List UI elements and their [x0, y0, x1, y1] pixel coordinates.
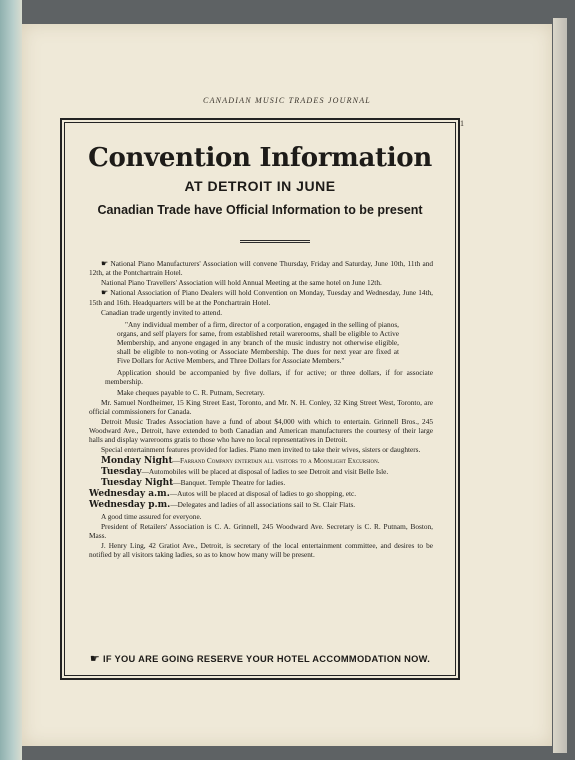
notice-frame: [60, 118, 460, 680]
running-title: CANADIAN MUSIC TRADES JOURNAL: [203, 96, 371, 105]
schedule-item: Tuesday Night—Banquet. Temple Theatre for ladies.: [101, 478, 286, 488]
schedule-item: Wednesday a.m.—Autos will be placed at disposal of ladies to go shopping, etc.: [89, 489, 357, 500]
paragraph: National Piano Travellers' Association will hold Annual Meeting at the same hotel on June 12th.: [101, 278, 382, 288]
paragraph: Make cheques payable to C. R. Putnam, Secretary.: [117, 387, 265, 397]
pointing-hand-icon: ☛: [89, 652, 101, 665]
page-stack-edge: [553, 18, 567, 753]
paragraph: Application should be accompanied by five dollars, if for active; or three dollars, if for associate membership.: [105, 368, 433, 387]
pointing-hand-icon: ☛: [101, 288, 109, 298]
page-number: 1: [460, 119, 464, 128]
book-binding: [0, 0, 22, 760]
paragraph: J. Henry Ling, 42 Gratiot Ave., Detroit, is secretary of the local entertainment committee, and desires to be notified by all visitors taking ladies, so as to know how many will be present.: [89, 541, 433, 560]
paragraph: ☛ National Piano Manufacturers' Association will convene Thursday, Friday and Saturday, June 10th, 11th and 12th, at the Pontchartrain Hotel.: [89, 259, 433, 278]
membership-quote: "Any individual member of a firm, director of a corporation, engaged in the selling of pianos, organs, and self players for same, from established retail warerooms, shall be eligible to Active Membership, and anyone engaged in any branch of the music industry not otherwise eligible, shall be eligible to non-voting or Associate Membership. The dues for next year are fixed at Five Dollars for Active Members, and Three Dollars for Associate Members.": [117, 319, 399, 366]
notice-tagline: Canadian Trade have Official Information to be present: [97, 203, 423, 217]
paragraph: Mr. Samuel Nordheimer, 15 King Street East, Toronto, and Mr. N. H. Conley, 32 King Street West, Toronto, are official commissioners for Canada.: [89, 397, 433, 416]
notice-subtitle: AT DETROIT IN JUNE: [184, 178, 336, 194]
journal-page: [22, 24, 552, 746]
paragraph: President of Retailers' Association is C. A. Grinnell, 245 Woodward Ave. Secretary is C. R. Putnam, Boston, Mass.: [89, 521, 433, 540]
divider-rule: [240, 240, 310, 243]
paragraph: ☛ National Association of Piano Dealers will hold Convention on Monday, Tuesday and Wednesday, June 14th, 15th and 16th. Headquarters will be at the Ponchartrain Hotel.: [89, 288, 433, 307]
notice-body: [89, 259, 433, 560]
schedule-item: Wednesday p.m.—Delegates and ladies of all associations sail to St. Clair Flats.: [89, 500, 356, 511]
paragraph: Canadian trade urgently invited to attend.: [101, 307, 223, 317]
paragraph: Detroit Music Trades Association have a fund of about $4,000 with which to entertain. Grinnell Bros., 245 Woodward Ave., Detroit, have extended to both Canadian and American manufacturers the courtesy of their large halls and display warerooms gratis to those who have no local representatives in Detroit.: [89, 417, 433, 445]
paragraph: Special entertainment features provided for ladies. Piano men invited to take their wives, sisters or daughters.: [101, 445, 421, 455]
schedule-item: Monday Night—Farrand Company entertain all visitors to a Moonlight Excursion.: [101, 455, 380, 466]
pointing-hand-icon: ☛: [101, 259, 109, 268]
notice-title: Convention Information: [88, 143, 432, 173]
schedule-item: Tuesday—Automobiles will be placed at disposal of ladies to see Detroit and visit Belle Isle.: [101, 466, 389, 477]
paragraph: A good time assured for everyone.: [101, 511, 202, 521]
notice-content: [83, 123, 437, 675]
reservation-callout: ☛ IF YOU ARE GOING RESERVE YOUR HOTEL ACCOMMODATION NOW.: [89, 652, 431, 665]
